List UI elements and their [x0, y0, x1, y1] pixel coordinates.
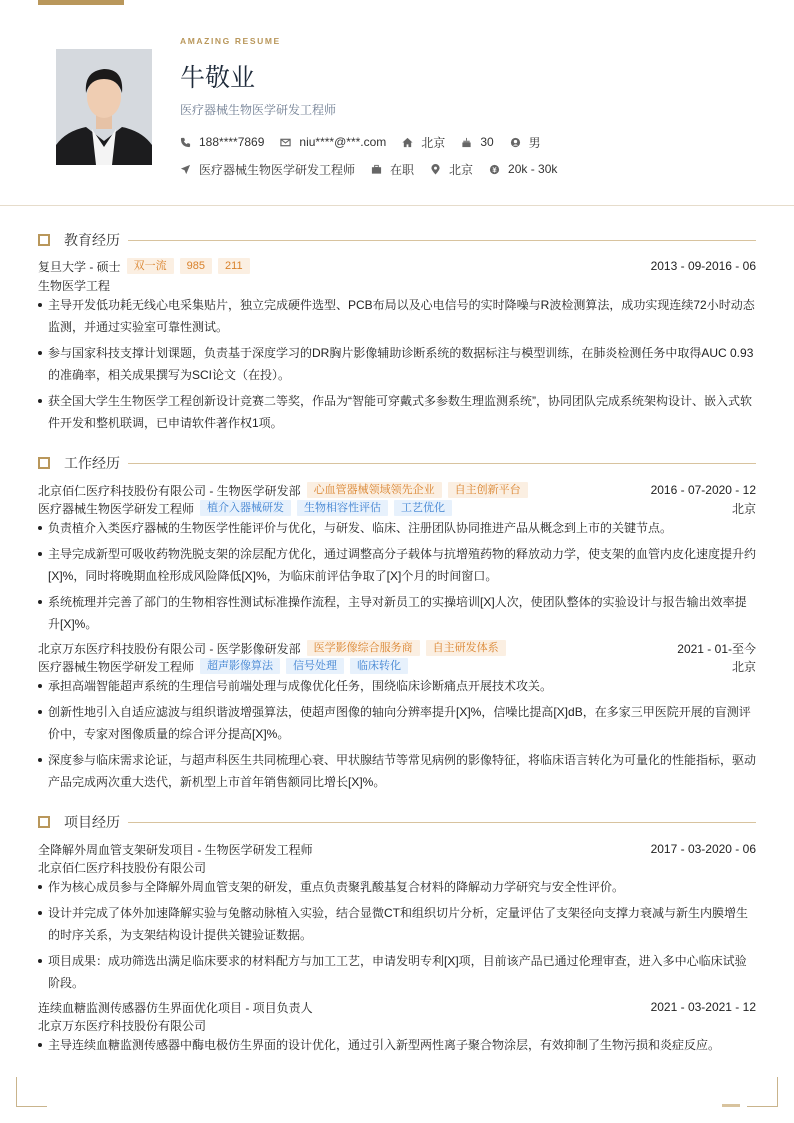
list-item: 创新性地引入自适应滤波与组织谐波增强算法，使超声图像的轴向分辨率提升[X]%，信噪比提高[X]dB，在多家三甲医院开展的盲测评价中，专家对图像质量的综合评分提高[X]%。 — [38, 701, 756, 745]
work-company-row — [38, 482, 756, 498]
work-company-row — [38, 640, 756, 656]
job-status-item — [371, 161, 414, 178]
list-item: 设计并完成了体外加速降解实验与兔髂动脉植入实验，结合显微CT和组织切片分析，定量评估了支架径向支撑力衰减与新生内膜增生的时序关系，为支架结构设计提供关键验证数据。 — [38, 902, 756, 946]
list-item: 主导开发低功耗无线心电采集贴片，独立完成硬件选型、PCB布局以及心电信号的实时降噪与R波检测算法，成功实现连续72小时动态监测，并通过实验室可靠性测试。 — [38, 294, 756, 338]
project-name: 全降解外周血管支架研发项目 - 生物医学研发工程师 — [38, 842, 313, 857]
salary-item — [489, 162, 557, 176]
corner-decoration — [16, 1077, 47, 1107]
education-bullets — [38, 294, 756, 438]
gender-icon — [510, 137, 521, 148]
list-item: 承担高端智能超声系统的生理信号前端处理与成像优化任务，围绕临床诊断痛点开展技术攻关。 — [38, 675, 756, 697]
residence-text: 北京 — [421, 135, 446, 150]
work-bullets — [38, 517, 756, 639]
resume-header — [0, 0, 794, 206]
work-city: 北京 — [731, 501, 756, 516]
location-pin-icon — [430, 164, 441, 175]
position-tag: 超声影像算法 — [200, 658, 280, 674]
age-text: 30 — [480, 135, 494, 149]
school-name: 复旦大学 - 硕士 — [38, 259, 121, 274]
section-divider — [128, 240, 756, 241]
salary-icon — [489, 164, 500, 175]
section-label: 工作经历 — [64, 455, 120, 471]
cake-icon — [461, 137, 472, 148]
home-icon — [402, 137, 413, 148]
project-name: 连续血糖监测传感器仿生界面优化项目 - 项目负责人 — [38, 1000, 313, 1015]
list-item: 参与国家科技支撑计划课题，负责基于深度学习的DR胸片影像辅助诊断系统的数据标注与模型训练，在肺炎检测任务中取得AUC 0.93的准确率，相关成果撰写为SCI论文（在投）。 — [38, 342, 756, 386]
gender-item — [510, 134, 541, 151]
section-marker-icon — [38, 457, 50, 469]
avatar-icon — [56, 49, 152, 165]
company-tag: 自主创新平台 — [448, 482, 528, 498]
list-item: 主导完成新型可吸收药物洗脱支架的涂层配方优化，通过调整高分子载体与抗增殖药物的释放动力学，使支架的血管内皮化速度提升约[X]%，同时将晚期血栓形成风险降低[X]%，为临床前评估争取了[X]个月的时间窗口。 — [38, 543, 756, 587]
school-tag: 985 — [180, 258, 212, 274]
work-date: 2016 - 07-2020 - 12 — [650, 483, 756, 497]
target-position-item — [180, 161, 355, 178]
project-date: 2021 - 03-2021 - 12 — [650, 1000, 756, 1014]
phone-item[interactable] — [180, 135, 264, 149]
job-title: 医疗器械生物医学研发工程师 — [180, 103, 337, 117]
work-position-row — [38, 500, 756, 516]
company-tag: 医学影像综合服务商 — [307, 640, 420, 656]
residence-item — [402, 134, 445, 151]
work-bullets — [38, 675, 756, 797]
education-section-title — [38, 230, 756, 250]
education-date: 2013 - 09-2016 - 06 — [650, 259, 756, 273]
school-tag: 211 — [218, 258, 250, 274]
education-school-row — [38, 258, 756, 274]
list-item: 获全国大学生生物医学工程创新设计竞赛二等奖，作品为“智能可穿戴式多参数生理监测系统”，协同团队完成系统架构设计、嵌入式软件开发和整机联调，已申请软件著作权1项。 — [38, 390, 756, 434]
list-item: 负责植介入类医疗器械的生物医学性能评价与优化，与研发、临床、注册团队协同推进产品从概念到上市的关键节点。 — [38, 517, 756, 539]
list-item: 项目成果：成功筛选出满足临床要求的材料配方与加工工艺，申请发明专利[X]项，目前该产品已通过伦理审查，进入多中心临床试验阶段。 — [38, 950, 756, 994]
target-city-text: 北京 — [449, 162, 474, 177]
salary-text: 20k - 30k — [508, 162, 558, 176]
list-item: 作为核心成员参与全降解外周血管支架的研发，重点负责聚乳酸基复合材料的降解动力学研究与安全性评价。 — [38, 876, 756, 898]
contact-info-row — [180, 134, 557, 150]
target-city-item — [430, 161, 473, 178]
job-status-text: 在职 — [390, 162, 415, 177]
candidate-name: 牛敬业 — [180, 63, 256, 92]
project-bullets — [38, 876, 756, 998]
job-intent-row — [180, 161, 573, 177]
project-org-row — [38, 1017, 756, 1033]
major-name: 生物医学工程 — [38, 278, 111, 293]
work-date: 2021 - 01-至今 — [677, 641, 756, 656]
position-tag: 信号处理 — [286, 658, 344, 674]
section-label: 项目经历 — [64, 814, 120, 830]
company-name: 北京万东医疗科技股份有限公司 - 医学影像研发部 — [38, 641, 301, 656]
company-name: 北京佰仁医疗科技股份有限公司 - 生物医学研发部 — [38, 483, 301, 498]
work-section-title — [38, 453, 756, 473]
work-position-row — [38, 658, 756, 674]
company-tag: 自主研发体系 — [426, 640, 506, 656]
project-date: 2017 - 03-2020 - 06 — [650, 842, 756, 856]
email-text: niu****@***.com — [299, 135, 387, 149]
position-tag: 工艺优化 — [394, 500, 452, 516]
position-name: 医疗器械生物医学研发工程师 — [38, 659, 195, 674]
project-section-title — [38, 812, 756, 832]
footer-accent — [722, 1104, 740, 1107]
project-org: 北京佰仁医疗科技股份有限公司 — [38, 860, 207, 875]
phone-text: 188****7869 — [199, 135, 265, 149]
position-tag: 植介入器械研发 — [200, 500, 291, 516]
project-name-row — [38, 999, 756, 1015]
list-item: 深度参与临床需求论证，与超声科医生共同梳理心衰、甲状腺结节等常见病例的影像特征，将临床语言转化为可量化的性能指标，驱动产品完成两次重大迭代，新机型上市首年销售额同比增长[X]%。 — [38, 749, 756, 793]
school-tag: 双一流 — [127, 258, 174, 274]
corner-decoration — [747, 1077, 778, 1107]
section-marker-icon — [38, 816, 50, 828]
section-divider — [128, 463, 756, 464]
send-icon — [180, 164, 191, 175]
resume-tagline: AMAZING RESUME — [180, 36, 281, 46]
age-item — [461, 135, 493, 149]
phone-icon — [180, 137, 191, 148]
project-org-row — [38, 859, 756, 875]
list-item: 主导连续血糖监测传感器中酶电极仿生界面的设计优化，通过引入新型两性离子聚合物涂层，有效抑制了生物污损和炎症反应。 — [38, 1034, 756, 1056]
position-name: 医疗器械生物医学研发工程师 — [38, 501, 195, 516]
project-org: 北京万东医疗科技股份有限公司 — [38, 1018, 207, 1033]
profile-photo — [56, 49, 152, 165]
section-marker-icon — [38, 234, 50, 246]
mail-icon — [280, 137, 291, 148]
company-tag: 心血管器械领域领先企业 — [307, 482, 442, 498]
gender-text: 男 — [528, 135, 541, 150]
project-name-row — [38, 841, 756, 857]
education-major-row — [38, 277, 756, 293]
project-bullets — [38, 1034, 756, 1060]
target-position-text: 医疗器械生物医学研发工程师 — [199, 162, 356, 177]
list-item: 系统梳理并完善了部门的生物相容性测试标准操作流程，主导对新员工的实操培训[X]人次，使团队整体的实验设计与报告输出效率提升[X]%。 — [38, 591, 756, 635]
position-tag: 临床转化 — [350, 658, 408, 674]
position-tag: 生物相容性评估 — [297, 500, 388, 516]
briefcase-icon — [371, 164, 382, 175]
work-city: 北京 — [731, 659, 756, 674]
section-divider — [128, 822, 756, 823]
email-item[interactable] — [280, 135, 386, 149]
section-label: 教育经历 — [64, 232, 120, 248]
